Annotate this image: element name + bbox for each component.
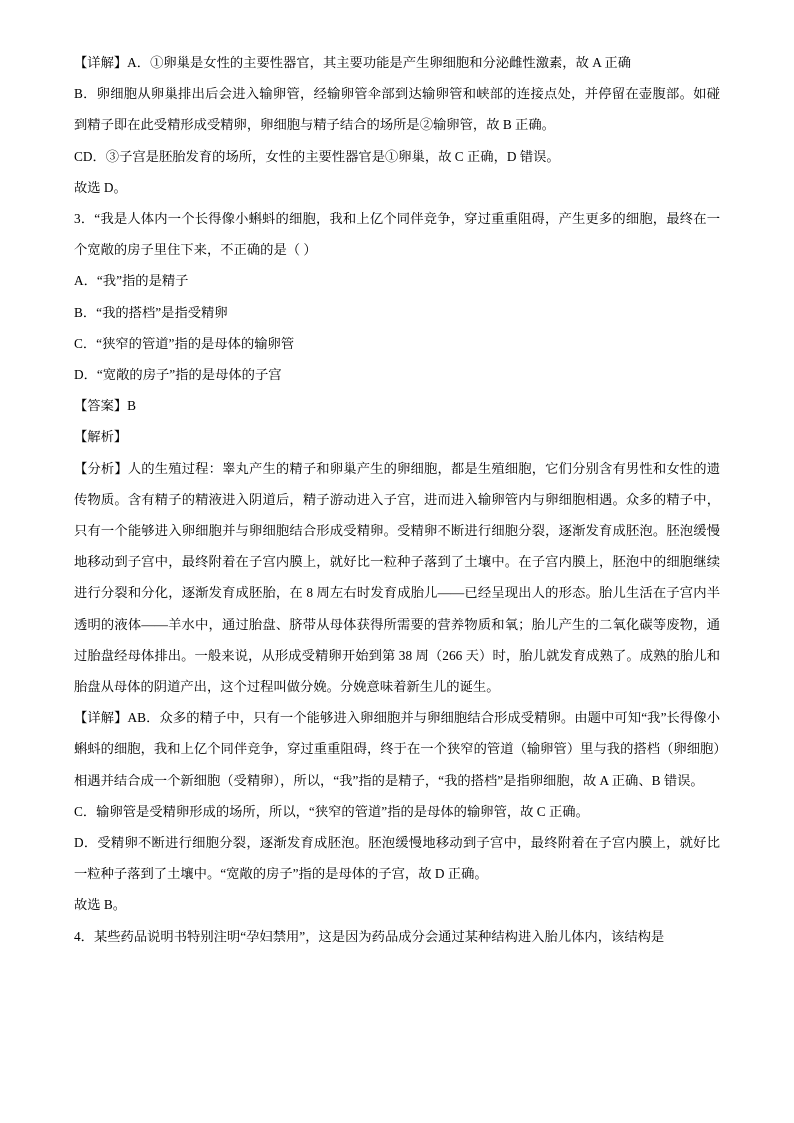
explanation-3-c: C．输卵管是受精卵形成的场所，所以，“狭窄的管道”指的是母体的输卵管，故 C 正确。 bbox=[74, 803, 589, 819]
answer-3: 【答案】B bbox=[74, 398, 137, 414]
explanation-3-ab: 【详解】AB．众多的精子中，只有一个能够进入卵细胞并与卵细胞结合形成受精卵。由题中可知“我”长得像小蝌蚪的细胞，我和上亿个同伴竞争，穿过重重阻碍，终于在一个狭窄的管道（输卵管）里与我的搭档（卵细胞）相遇并结合成一个新细胞（受精卵），所以，“我”指的是精子，“我的搭档”是指卵细胞，故 A 正确、B 错误。 bbox=[74, 710, 720, 788]
question-3-stem: 3．“我是人体内一个长得像小蝌蚪的细胞，我和上亿个同伴竞争，穿过重重阻碍，产生更多的细胞，最终在一个宽敞的房子里住下来，不正确的是（ ） bbox=[74, 211, 720, 258]
question-3-option-c: C．“狭窄的管道”指的是母体的输卵管 bbox=[74, 335, 295, 351]
document-body bbox=[74, 47, 720, 952]
analysis-heading-3: 【解析】 bbox=[74, 429, 128, 445]
analysis-3: 【分析】人的生殖过程：睾丸产生的精子和卵巢产生的卵细胞，都是生殖细胞，它们分别含有男性和女性的遗传物质。含有精子的精液进入阴道后，精子游动进入子宫，进而进入输卵管内与卵细胞相遇。众多的精子中，只有一个能够进入卵细胞并与卵细胞结合形成受精卵。受精卵不断进行细胞分裂，逐渐发育成胚泡。胚泡缓慢地移动到子宫中，最终附着在子宫内膜上，就好比一粒种子落到了土壤中。在子宫内膜上，胚泡中的细胞继续进行分裂和分化，逐渐发育成胚胎，在 8 周左右时发育成胎儿——已经呈现出人的形态。胎儿生活在子宫内半透明的液体——羊水中，通过胎盘、脐带从母体获得所需要的营养物质和氧；胎儿产生的二氧化碳等废物，通过胎盘经母体排出。一般来说，从形成受精卵开始到第 38 周（266 天）时，胎儿就发育成熟了。成熟的胎儿和胎盘从母体的阴道产出，这个过程叫做分娩。分娩意味着新生儿的诞生。 bbox=[74, 460, 720, 695]
question-4-stem: 4．某些药品说明书特别注明“孕妇禁用”，这是因为药品成分会通过某种结构进入胎儿体内，该结构是 bbox=[74, 928, 665, 944]
question-3-option-a: A．“我”指的是精子 bbox=[74, 273, 189, 289]
explanation-2-a: 【详解】A．①卵巢是女性的主要性器官，其主要功能是产生卵细胞和分泌雌性激素，故 A 正确 bbox=[74, 55, 631, 70]
explanation-2-cd: CD．③子宫是胚胎发育的场所，女性的主要性器官是①卵巢，故 C 正确，D 错误。 bbox=[74, 148, 560, 164]
explanation-2-b: B．卵细胞从卵巢排出后会进入输卵管，经输卵管伞部到达输卵管和峡部的连接点处，并停留在壶腹部。如碰到精子即在此受精形成受精卵，卵细胞与精子结合的场所是②输卵管，故 B 正确。 bbox=[74, 86, 720, 133]
explanation-3-d: D．受精卵不断进行细胞分裂，逐渐发育成胚泡。胚泡缓慢地移动到子宫中，最终附着在子宫内膜上，就好比一粒种子落到了土壤中。“宽敞的房子”指的是母体的子宫，故 D 正确。 bbox=[74, 835, 720, 882]
answer-choice-2: 故选 D。 bbox=[74, 179, 127, 195]
question-3-option-b: B．“我的搭档”是指受精卵 bbox=[74, 304, 228, 320]
answer-choice-3: 故选 B。 bbox=[74, 897, 127, 913]
question-3-option-d: D．“宽敞的房子”指的是母体的子宫 bbox=[74, 367, 282, 383]
